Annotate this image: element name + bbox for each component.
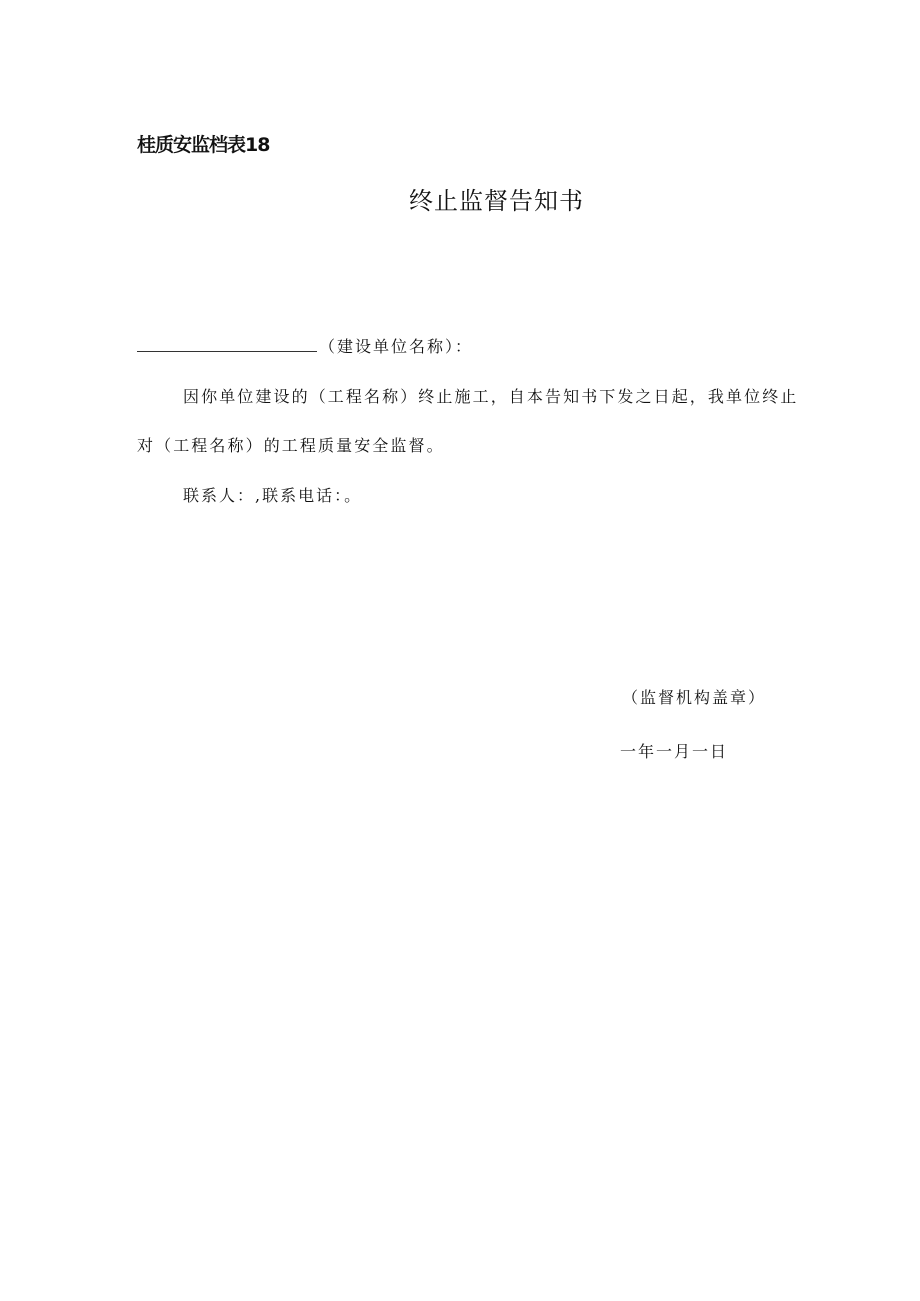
contact-line: 联系人：,联系电话：。 [183, 486, 363, 505]
date-line: 一年一月一日 [620, 742, 729, 761]
addressee-blank [137, 333, 317, 352]
addressee-suffix: （建设单位名称）： [319, 337, 474, 356]
seal-note: （监督机构盖章） [622, 688, 767, 707]
body-paragraph-line-2: 对（工程名称）的工程质量安全监督。 [137, 436, 445, 455]
document-title: 终止监督告知书 [409, 187, 584, 215]
addressee-line [137, 333, 473, 357]
form-code: 桂质安监档表18 [137, 134, 270, 156]
body-paragraph-line-1: 因你单位建设的（工程名称）终止施工，自本告知书下发之日起，我单位终止 [183, 387, 799, 406]
